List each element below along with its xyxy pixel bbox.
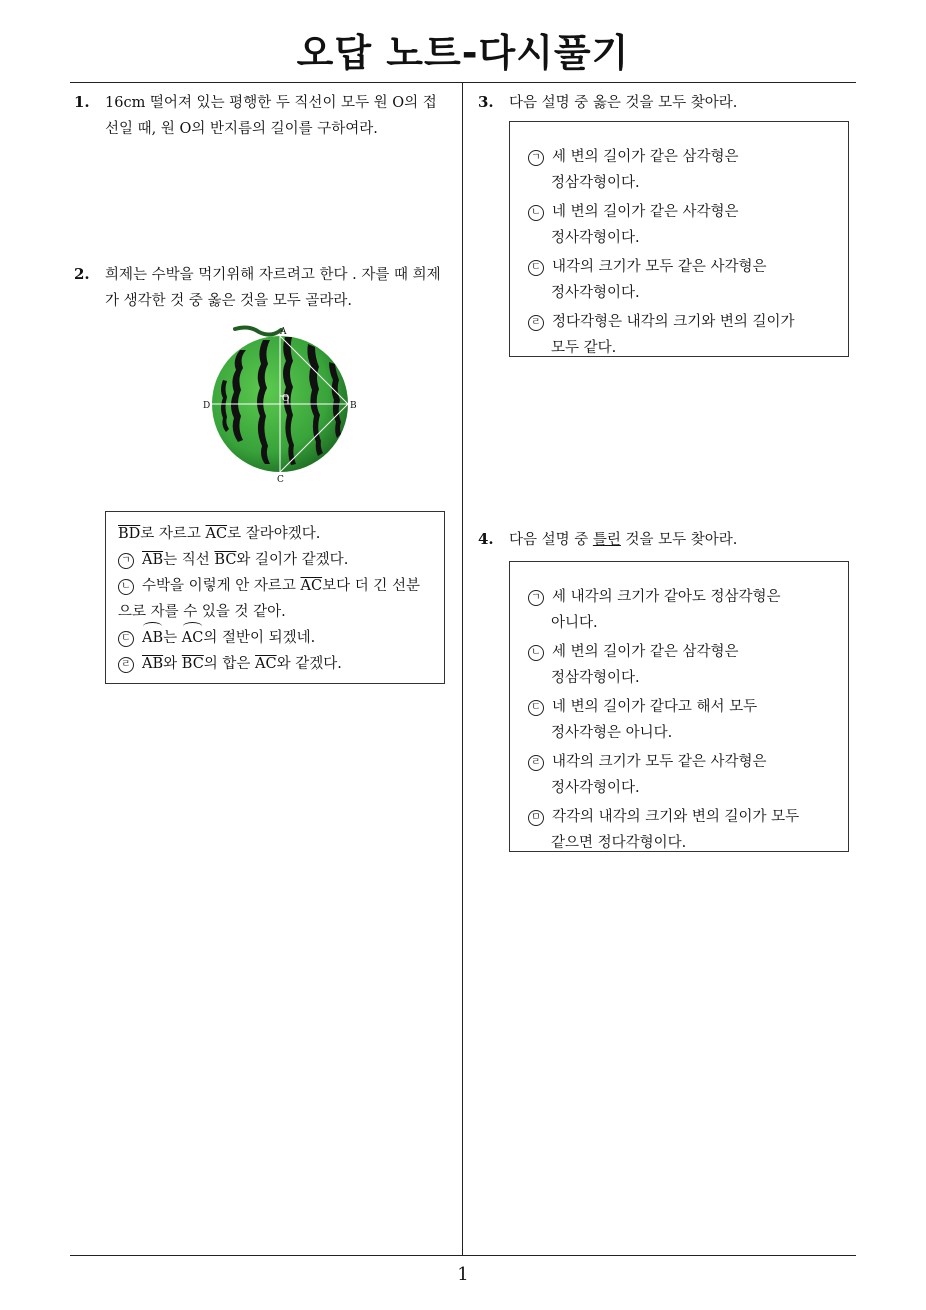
option-c: ㄷ 네 변의 길이가 같다고 해서 모두 [528,694,757,720]
option-a-continued: 아니다. [551,615,598,631]
label-c: C [277,475,284,485]
question-text [105,262,441,314]
option-marker: ㄹ [528,755,544,771]
option-b-continued: 정사각형이다. [551,230,640,246]
question-text: 다음 설명 중 틀린 것을 모두 찾아라. [509,532,738,548]
option-a: ㄱ $\overline{AB}$는 직선 $\overline{BC}$와 길이가 같겠다. [118,547,348,573]
option-c-continued: 정사각형이다. [551,285,640,301]
option-c-continued: 정사각형은 아니다. [551,725,673,741]
question-number: 4. [478,530,494,548]
label-b: B [350,401,357,411]
option-marker: ㄱ [528,150,544,166]
options-box [509,121,849,357]
option-d: ㄹ 정다각형은 내각의 크기와 변의 길이가 [528,309,795,335]
question-number: 3. [478,93,494,111]
option-d-continued: 모두 같다. [551,340,617,356]
option-marker: ㄱ [118,553,134,569]
label-o: O [282,394,290,404]
text-line: 희제는 수박을 먹기위해 자르려고 한다 . 자를 때 희제 [105,267,441,283]
option-marker: ㄴ [528,645,544,661]
text-line: 선일 때, 원 O의 반지름의 길이를 구하여라. [105,121,378,137]
options-box [509,561,849,852]
option-b: ㄴ 네 변의 길이가 같은 사각형은 [528,199,739,225]
statement-box [105,511,445,684]
option-b-continued: 으로 자를 수 있을 것 같아. [118,604,286,620]
statement-line: $\overline{BD}$로 자르고 $\overline{AC}$로 잘라야겠다. [118,526,321,542]
question-number: 1. [74,93,90,111]
option-marker: ㅁ [528,810,544,826]
option-marker: ㄱ [528,590,544,606]
option-e: ㅁ 각각의 내각의 크기와 변의 길이가 모두 [528,804,799,830]
text-line: 16cm 떨어져 있는 평행한 두 직선이 모두 원 O의 접 [105,95,437,111]
option-marker: ㄴ [528,205,544,221]
question-text: 다음 설명 중 옳은 것을 모두 찾아라. [509,95,738,111]
emphasis-underline: 틀린 [592,532,621,548]
option-d-continued: 정사각형이다. [551,780,640,796]
page-number: 1 [457,1264,469,1285]
option-e-continued: 같으면 정다각형이다. [551,835,687,851]
watermelon-figure [195,320,370,490]
option-c: ㄷ AB는 AC의 절반이 되겠네. [118,625,315,651]
option-marker: ㄷ [118,631,134,647]
option-b-continued: 정삼각형이다. [551,670,640,686]
page-title: 오답 노트-다시풀기 [296,31,630,75]
option-a-continued: 정삼각형이다. [551,175,640,191]
option-c: ㄷ 내각의 크기가 모두 같은 사각형은 [528,254,767,280]
option-marker: ㄷ [528,700,544,716]
option-d: ㄹ 내각의 크기가 모두 같은 사각형은 [528,749,767,775]
text-line: 가 생각한 것 중 옳은 것을 모두 골라라. [105,293,352,309]
label-d: D [203,401,211,411]
footer-rule [70,1255,856,1256]
option-marker: ㄷ [528,260,544,276]
question-text [105,90,437,142]
option-b: ㄴ 수박을 이렇게 안 자르고 $\overline{AC}$보다 더 긴 선분 [118,573,420,599]
column-divider [462,83,463,1256]
option-a: ㄱ 세 내각의 크기가 같아도 정삼각형은 [528,584,781,610]
label-a: A [280,327,287,337]
option-b: ㄴ 세 변의 길이가 같은 삼각형은 [528,639,739,665]
question-number: 2. [74,265,90,283]
option-a: ㄱ 세 변의 길이가 같은 삼각형은 [528,144,739,170]
option-marker: ㄹ [118,657,134,673]
option-marker: ㄴ [118,579,134,595]
header-rule [70,82,856,83]
option-marker: ㄹ [528,315,544,331]
option-d: ㄹ $\overline{AB}$와 $\overline{BC}$의 합은 $\overline{AC}$와 같겠다. [118,651,342,677]
